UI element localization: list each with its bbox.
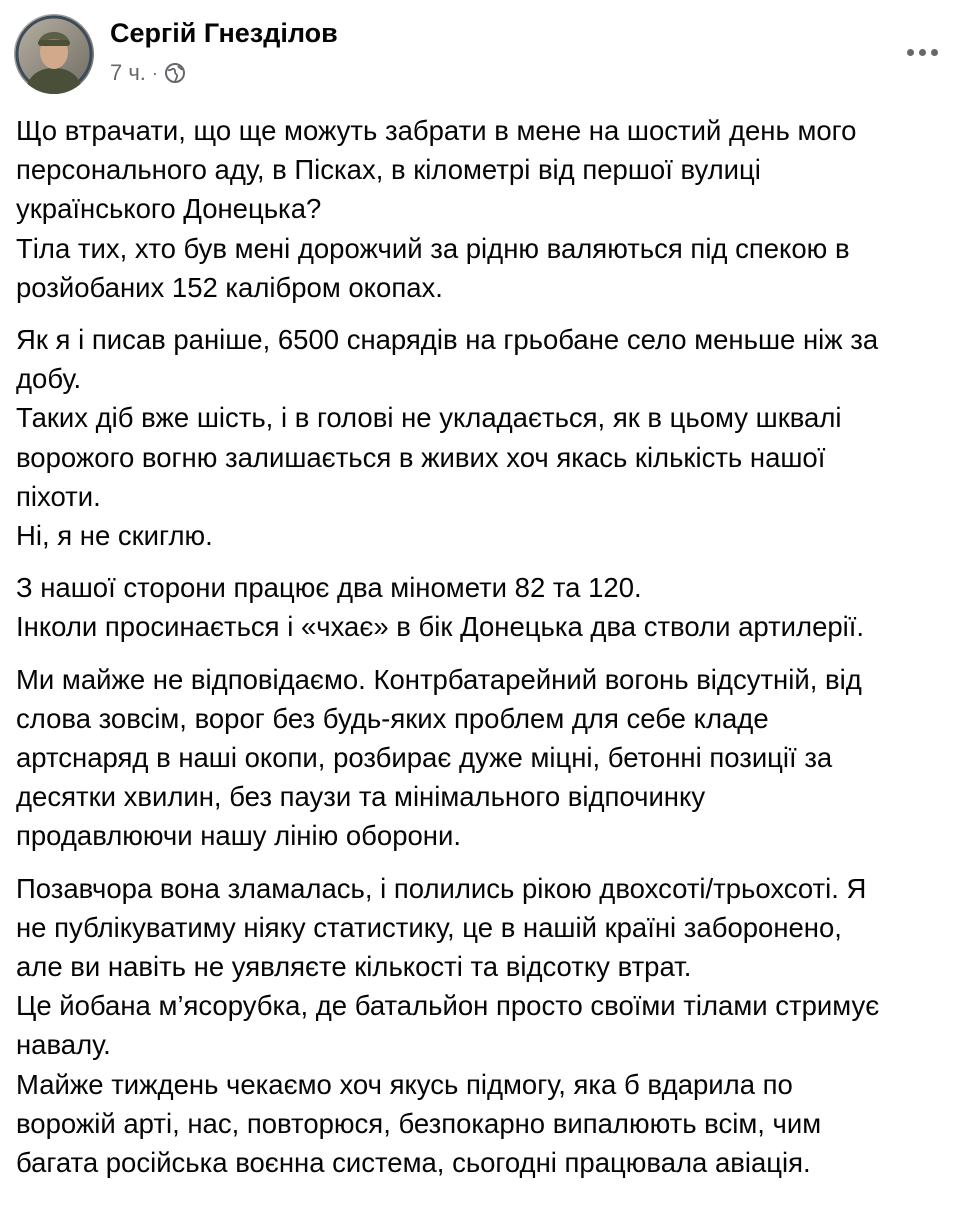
post-text-line: навалу. — [16, 1029, 111, 1061]
post-time[interactable]: 7 ч. — [110, 60, 146, 85]
post-text-line: десятки хвилин, без паузи та мінімального відпочинку — [16, 781, 706, 813]
post-meta — [110, 60, 186, 86]
post-text-line: українського Донецька? — [16, 193, 322, 225]
post-text-line: ворожій арті, нас, повторюся, безпокарно випалюють всім, чим — [16, 1107, 822, 1139]
post-text-line: Ми майже не відповідаємо. Контрбатарейний вогонь відсутній, від — [16, 663, 862, 695]
post-text — [16, 111, 956, 1195]
more-dot — [931, 49, 938, 56]
post-text-line: але ви навіть не уявляєте кількості та відсотку втрат. — [16, 951, 692, 983]
post-paragraph — [16, 869, 956, 1183]
post-paragraph — [16, 660, 956, 856]
post-text-line: ворожого вогню залишається в живих хоч якась кількість нашої — [16, 441, 826, 473]
post-text-line: Як я і писав раніше, 6500 снарядів на грьобане село меньше ніж за — [16, 324, 879, 356]
post-text-line: Позавчора вона зламалась, і полились рікою двохсоті/трьохсоті. Я — [16, 872, 867, 904]
post-paragraph — [16, 320, 956, 555]
post-text-line: піхоти. — [16, 480, 101, 512]
post-text-line: Ні, я не скиглю. — [16, 520, 213, 552]
globe-icon[interactable] — [164, 62, 186, 84]
post-text-line: багата російська воєнна система, сьогодні працювала авіація. — [16, 1147, 811, 1179]
post-paragraph — [16, 111, 956, 307]
post-header — [14, 14, 955, 94]
post-paragraph — [16, 568, 956, 646]
meta-separator: · — [151, 62, 158, 83]
more-options-icon[interactable] — [897, 32, 947, 72]
more-dot — [907, 49, 914, 56]
post-text-line: Таких діб вже шість, і в голові не укладається, як в цьому шквалі — [16, 402, 842, 434]
post-text-line: розйобаних 152 калібром окопах. — [16, 271, 443, 303]
more-dot — [919, 49, 926, 56]
post-text-line: артснаряд в наші окопи, розбирає дуже міцні, бетонні позиції за — [16, 742, 833, 774]
post-text-line: Це йобана м’ясорубка, де батальйон просто своїми тілами стримує — [16, 990, 880, 1022]
post-text-line: З нашої сторони працює два міномети 82 та 120. — [16, 572, 642, 604]
post-text-line: персонального аду, в Пісках, в кілометрі від першої вулиці — [16, 154, 761, 186]
post-text-line: Що втрачати, що ще можуть забрати в мене на шостий день мого — [16, 115, 857, 146]
author-name[interactable]: Сергій Гнезділов — [110, 18, 338, 48]
avatar-image — [14, 14, 94, 94]
post-text-line: Тіла тих, хто був мені дорожчий за рідню валяються під спекою в — [16, 232, 850, 264]
post-text-line: Інколи просинається і «чхає» в бік Донецька два стволи артилерії. — [16, 611, 865, 643]
post-text-line: добу. — [16, 363, 82, 395]
avatar[interactable] — [14, 14, 94, 94]
post-text-line: Майже тиждень чекаємо хоч якусь підмогу, яка б вдарила по — [16, 1068, 793, 1100]
post-text-line: не публікуватиму ніяку статистику, це в нашій країні заборонено, — [16, 911, 842, 943]
post-text-line: продавлюючи нашу лінію оборони. — [16, 820, 461, 852]
post-text-line: слова зовсім, ворог без будь-яких проблем для себе кладе — [16, 702, 769, 734]
